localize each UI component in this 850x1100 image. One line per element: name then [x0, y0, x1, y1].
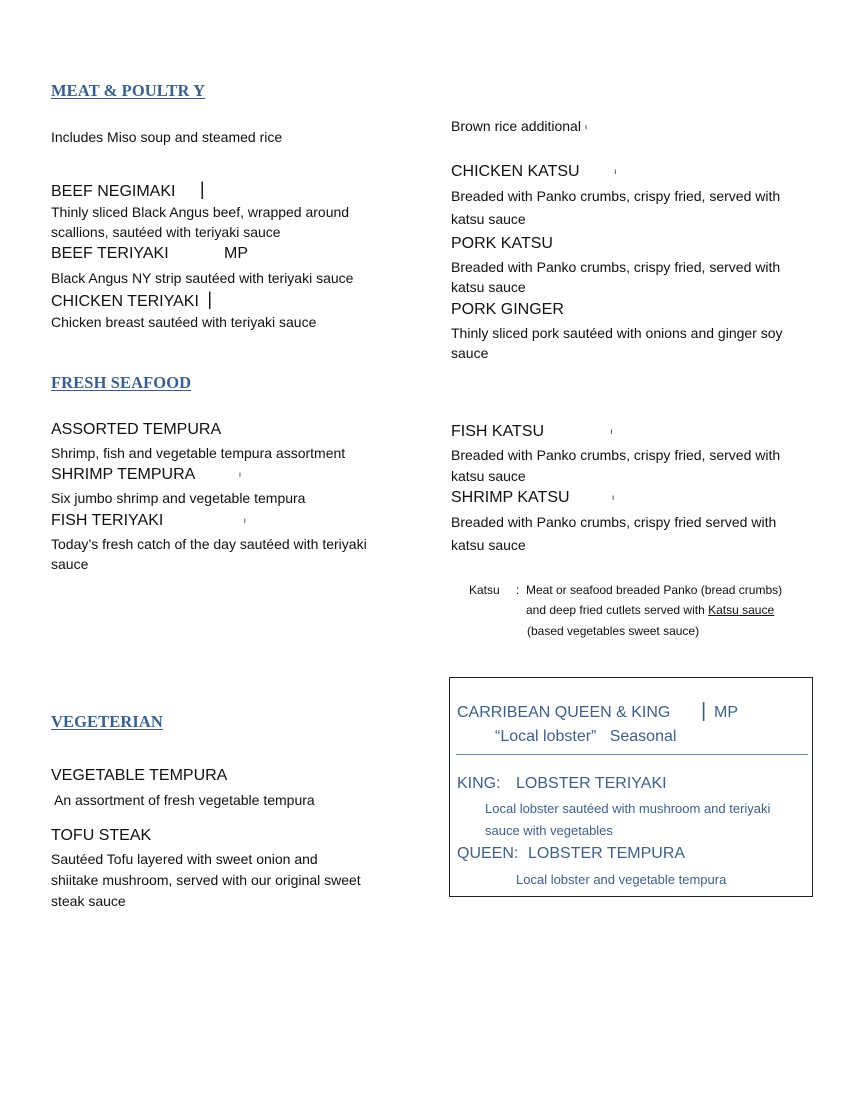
king-item-name: LOBSTER TERIYAKI [516, 775, 667, 792]
item-name: PORK KATSU [451, 235, 553, 252]
item-name: SHRIMP KATSU [451, 489, 570, 506]
price-divider: | [701, 700, 707, 722]
price-marker: MP [224, 245, 248, 262]
item-description: Sautéed Tofu layered with sweet onion and shiitake mushroom, served with our original sweet steak sauce [51, 851, 361, 909]
menu-item-chicken-katsu [451, 163, 616, 181]
katsu-note-line2-text: and deep fried cutlets served with [526, 603, 709, 617]
meat-poultry-heading: MEAT & POULTR Y [51, 81, 206, 100]
menu-item-pork-katsu [451, 235, 553, 253]
item-description: Breaded with Panko crumbs, crispy fried, served with katsu sauce [451, 447, 781, 484]
king-item-description: Local lobster sautéed with mushroom and teriyaki sauce with vegetables [485, 801, 771, 838]
price-marker: ı [614, 167, 617, 177]
item-name: CHICKEN TERIYAKI [51, 293, 199, 310]
item-description: Breaded with Panko crumbs, crispy fried, served with katsu sauce [451, 259, 781, 295]
item-description: Black Angus NY strip sautéed with teriyaki sauce [51, 270, 354, 286]
queen-item-name: LOBSTER TEMPURA [528, 845, 686, 862]
price-marker: ı [612, 493, 615, 503]
menu-item-beef-negimaki [51, 179, 205, 201]
lobster-specials-box [449, 677, 813, 897]
menu-item-shrimp-tempura [51, 466, 241, 484]
brown-rice-note [451, 116, 587, 137]
katsu-note-line1: Meat or seafood breaded Panko (bread crumbs) [526, 583, 783, 597]
katsu-note-line3: (based vegetables sweet sauce) [527, 624, 700, 638]
item-description: An assortment of fresh vegetable tempura [54, 792, 315, 808]
item-description: Chicken breast sautéed with teriyaki sauce [51, 314, 317, 330]
menu-item-assorted-tempura [51, 421, 221, 439]
item-name: PORK GINGER [451, 301, 564, 318]
item-name: FISH TERIYAKI [51, 512, 164, 529]
price-marker: ı [584, 122, 588, 132]
menu-item-shrimp-katsu [451, 489, 614, 507]
queen-label: QUEEN: [457, 845, 519, 862]
item-name: BEEF TERIYAKI [51, 245, 169, 262]
menu-item-chicken-teriyaki [51, 289, 213, 311]
item-description: Shrimp, fish and vegetable tempura assortment [51, 445, 346, 461]
divider [456, 754, 808, 755]
lobster-box-price: MP [714, 704, 738, 721]
meat-poultry-intro: Includes Miso soup and steamed rice [51, 129, 283, 145]
price-marker: | [207, 289, 213, 309]
menu-item-vegetable-tempura: VEGETABLE TEMPURA [51, 767, 228, 784]
item-name: SHRIMP TEMPURA [51, 466, 195, 483]
katsu-note-label: Katsu [469, 583, 500, 597]
price-marker: ı [610, 427, 613, 437]
item-name: CHICKEN KATSU [451, 163, 580, 180]
item-name: FISH KATSU [451, 423, 545, 440]
price-marker: ı [243, 516, 247, 526]
item-description: Breaded with Panko crumbs, crispy fried, served with katsu sauce [451, 188, 781, 227]
menu-item-fish-teriyaki [51, 512, 246, 530]
item-description: Thinly sliced pork sautéed with onions and ginger soy sauce [451, 325, 783, 361]
menu-item-tofu-steak: TOFU STEAK [51, 827, 152, 844]
brown-rice-text: Brown rice additional [451, 118, 581, 134]
lobster-box-subtitle: “Local lobster” Seasonal [495, 728, 677, 745]
katsu-sauce-term: Katsu sauce [708, 603, 775, 617]
queen-item-description: Local lobster and vegetable tempura [516, 872, 727, 887]
item-name: ASSORTED TEMPURA [51, 421, 222, 438]
menu-item-fish-katsu [451, 423, 613, 441]
item-description: Breaded with Panko crumbs, crispy fried served with katsu sauce [451, 514, 777, 553]
katsu-note-colon: : [516, 583, 520, 597]
vegetarian-heading: VEGETERIAN [51, 712, 163, 731]
king-label: KING: [457, 775, 501, 792]
item-description: Today’s fresh catch of the day sautéed with teriyaki sauce [51, 536, 367, 572]
item-name: BEEF NEGIMAKI [51, 183, 176, 200]
menu-item-pork-ginger [451, 301, 564, 319]
item-description: Thinly sliced Black Angus beef, wrapped around scallions, sautéed with teriyaki sauce [51, 204, 350, 240]
price-marker: ı [238, 470, 242, 480]
fresh-seafood-heading: FRESH SEAFOOD [51, 373, 192, 392]
menu-item-beef-teriyaki [51, 245, 248, 263]
lobster-box-title: CARRIBEAN QUEEN & KING [457, 704, 671, 721]
price-marker: | [199, 179, 205, 199]
katsu-note-line2 [526, 600, 774, 620]
item-description: Six jumbo shrimp and vegetable tempura [51, 490, 306, 506]
